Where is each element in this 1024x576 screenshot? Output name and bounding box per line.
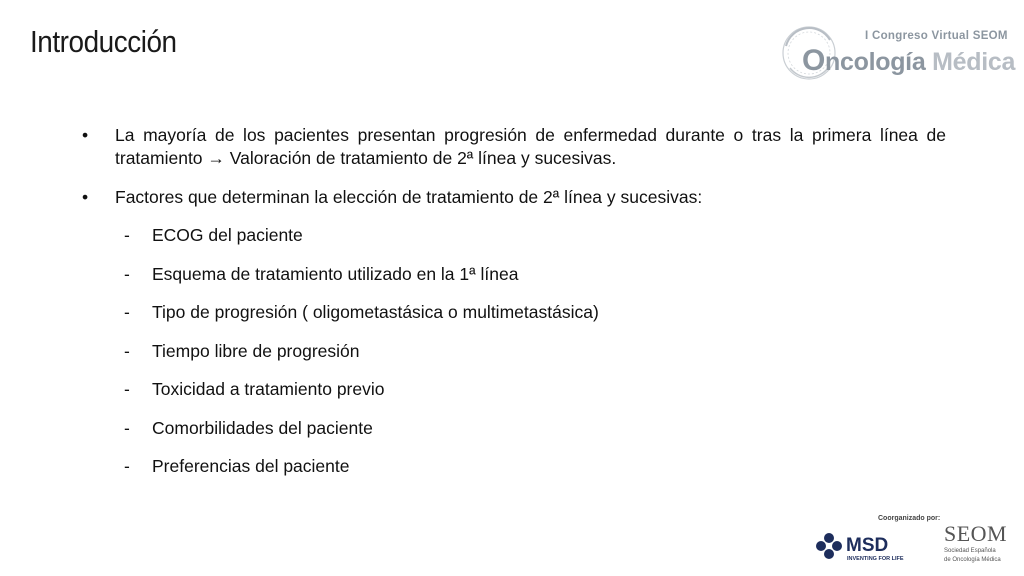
factor-text: Preferencias del paciente [152,456,350,476]
congress-name: I Congreso Virtual SEOM [865,30,1008,42]
factor-text: Toxicidad a tratamiento previo [152,379,385,399]
factor-marker: - [124,379,130,399]
factor-item [82,263,946,286]
slide-body [82,124,946,494]
bullet-item [82,124,946,170]
factor-text: Tiempo libre de progresión [152,340,360,361]
bullet-text: La mayoría de los pacientes presentan progresión de enfermedad durante o tras la primera línea de tratamiento → Valoración de tratamiento de 2ª línea y sucesivas. [115,125,946,168]
factor-text: Tipo de progresión ( oligometastásica o multimetastásica) [152,302,599,322]
factor-marker: - [124,340,130,361]
factor-text: Esquema de tratamiento utilizado en la 1ª línea [152,263,519,284]
msd-mark-icon [815,532,843,560]
bullet-text: Factores que determinan la elección de tratamiento de 2ª línea y sucesivas: [115,187,703,207]
brand-name [802,44,1015,78]
msd-tagline: INVENTING FOR LIFE [847,556,904,562]
msd-logo [815,530,925,566]
msd-name: MSD [846,535,889,556]
seom-name: SEOM [944,521,1008,546]
factor-text: ECOG del paciente [152,225,303,245]
factor-marker: - [124,225,130,245]
brand-word-oncologia: ncología [825,48,926,76]
factor-marker: - [124,302,130,322]
factor-item [82,417,946,440]
brand-o: O [802,44,826,77]
congress-logo [780,22,1016,82]
factor-item [82,340,946,363]
factor-item [82,455,946,478]
factor-marker: - [124,456,130,476]
factor-text: Comorbilidades del paciente [152,417,373,438]
bullet-marker: • [82,125,89,145]
seom-subtitle-2: de Oncología Médica [944,557,1001,563]
factor-marker: - [124,417,130,438]
bullet-marker: • [82,187,89,207]
coorganized-label: Coorganizado por: [878,515,941,522]
factor-item [82,301,946,324]
bullet-item [82,186,946,209]
seom-logo [944,522,1014,572]
slide-title: Introducción [30,24,177,59]
factor-item [82,224,946,247]
brand-word-medica: Médica [932,48,1016,76]
seom-subtitle-1: Sociedad Española [944,548,996,554]
factor-marker: - [124,263,130,284]
factor-item [82,378,946,401]
